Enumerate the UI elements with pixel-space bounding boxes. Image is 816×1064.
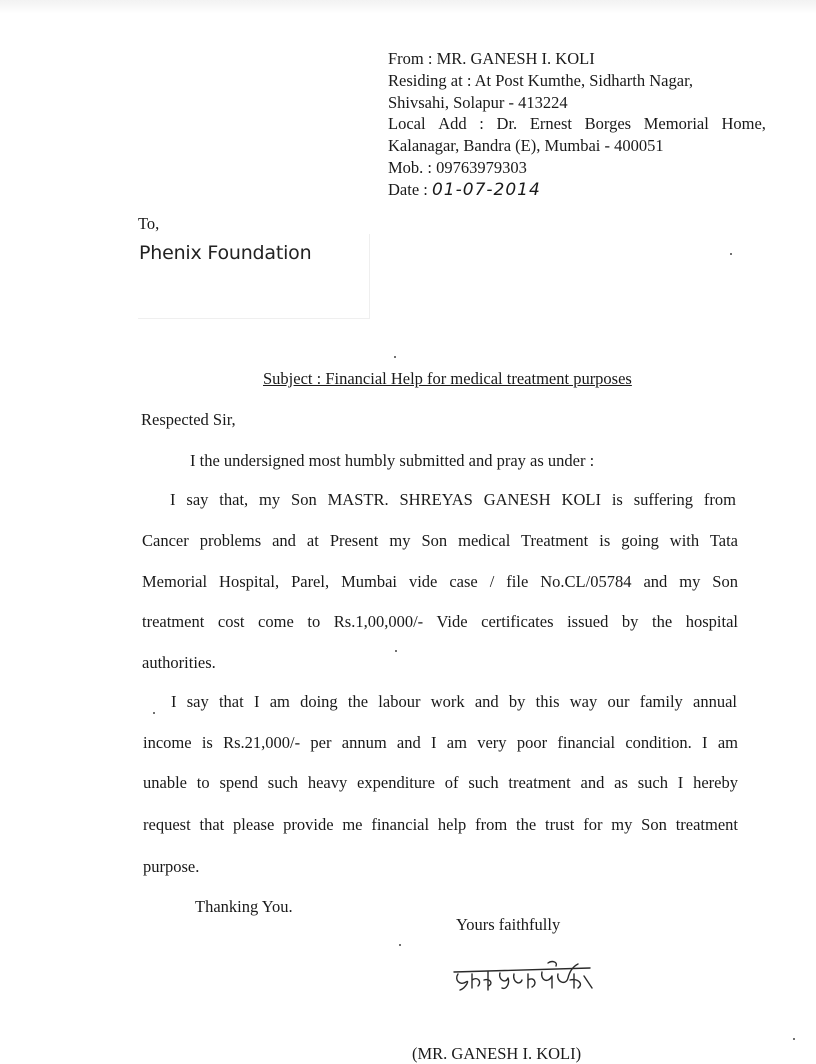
local-word-memorial: Memorial bbox=[643, 114, 709, 134]
sender-address-block bbox=[388, 48, 788, 202]
sender-date bbox=[388, 179, 788, 202]
body-line: Cancer problems and at Present my Son medical Treatment is going with Tata bbox=[142, 531, 738, 550]
sender-residing-cont: Shivsahi, Solapur - 413224 bbox=[388, 92, 568, 112]
subject-line: Subject : Financial Help for medical treatment purposes bbox=[263, 369, 632, 388]
scan-speck bbox=[395, 650, 397, 652]
date-handwritten: 01-07-2014 bbox=[431, 179, 541, 200]
body-line: I say that I am doing the labour work and by this way our family annual bbox=[171, 692, 737, 711]
intro-line: I the undersigned most humbly submitted and pray as under : bbox=[190, 451, 595, 470]
sender-residing: Residing at : At Post Kumthe, Sidharth Nagar, bbox=[388, 70, 694, 90]
scan-edge bbox=[0, 0, 816, 14]
local-word-borges: Borges bbox=[584, 114, 632, 134]
body-line: income is Rs.21,000/- per annum and I am very poor financial condition. I am bbox=[143, 733, 738, 752]
recipient-name: Phenix Foundation bbox=[139, 242, 312, 264]
date-label: Date : bbox=[388, 179, 428, 199]
sender-local-address bbox=[388, 113, 766, 135]
body-line: request that please provide me financial help from the trust for my Son treatment bbox=[143, 815, 738, 834]
signature-image bbox=[448, 958, 598, 998]
body-line: authorities. bbox=[142, 653, 216, 672]
body-line: Memorial Hospital, Parel, Mumbai vide case / file No.CL/05784 and my Son bbox=[142, 572, 738, 591]
body-line: purpose. bbox=[143, 857, 200, 876]
thanking-line: Thanking You. bbox=[195, 897, 293, 916]
local-word-dr: Dr. bbox=[496, 114, 518, 134]
local-word-colon: : bbox=[479, 114, 484, 134]
body-line: I say that, my Son MASTR. SHREYAS GANESH KOLI is suffering from bbox=[170, 490, 736, 509]
scan-speck bbox=[399, 944, 401, 946]
local-word-add: Add bbox=[438, 114, 467, 134]
to-label: To, bbox=[138, 214, 160, 233]
recipient-box bbox=[138, 234, 370, 319]
body-line: unable to spend such heavy expenditure of such treatment and as such I hereby bbox=[143, 773, 738, 792]
body-line: treatment cost come to Rs.1,00,000/- Vide certificates issued by the hospital bbox=[142, 612, 738, 631]
sender-local-address-cont: Kalanagar, Bandra (E), Mumbai - 400051 bbox=[388, 136, 664, 156]
local-word-ernest: Ernest bbox=[529, 114, 572, 134]
salutation: Respected Sir, bbox=[141, 410, 236, 429]
local-word-home: Home, bbox=[721, 114, 766, 134]
local-word-local: Local bbox=[388, 114, 426, 134]
yours-faithfully: Yours faithfully bbox=[456, 915, 561, 934]
printed-name: (MR. GANESH I. KOLI) bbox=[412, 1044, 582, 1063]
scan-speck bbox=[730, 253, 732, 255]
scan-speck bbox=[394, 356, 396, 358]
scan-speck bbox=[153, 712, 155, 714]
sender-from: From : MR. GANESH I. KOLI bbox=[388, 49, 595, 68]
sender-mobile: Mob. : 09763979303 bbox=[388, 157, 527, 177]
scan-speck bbox=[793, 1038, 795, 1040]
